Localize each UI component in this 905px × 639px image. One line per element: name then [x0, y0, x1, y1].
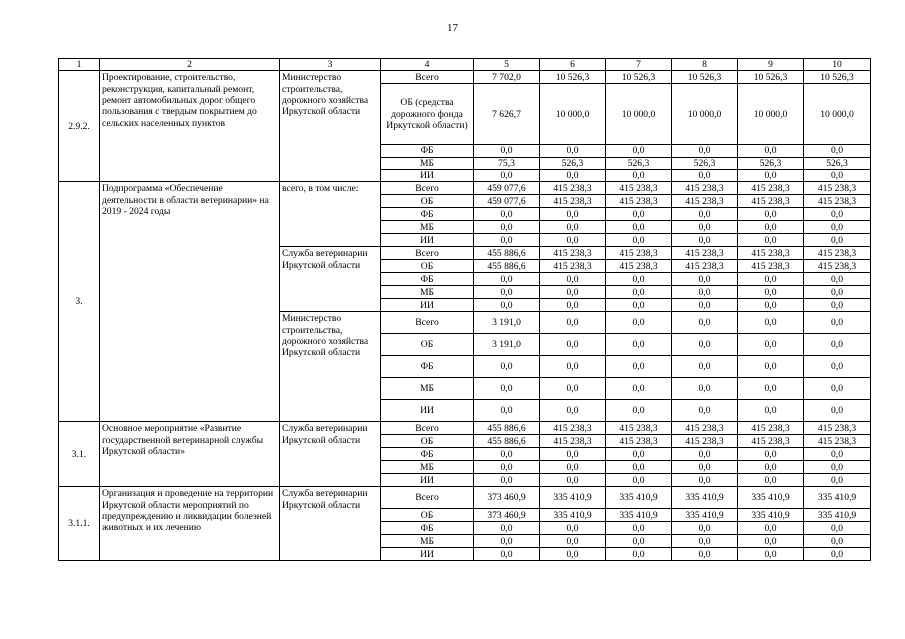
- amount-cell: 0,0: [672, 548, 738, 561]
- amount-cell: 0,0: [540, 286, 606, 299]
- amount-cell: 415 238,3: [606, 435, 672, 448]
- amount-cell: 0,0: [474, 208, 540, 221]
- amount-cell: 415 238,3: [738, 182, 804, 195]
- amount-cell: 0,0: [474, 535, 540, 548]
- funding-source: МБ: [381, 535, 474, 548]
- amount-cell: 0,0: [540, 400, 606, 422]
- amount-cell: 0,0: [804, 334, 871, 356]
- amount-cell: 415 238,3: [672, 247, 738, 260]
- amount-cell: 415 238,3: [804, 435, 871, 448]
- amount-cell: 0,0: [672, 400, 738, 422]
- column-number: 8: [672, 59, 738, 71]
- amount-cell: 10 526,3: [738, 71, 804, 84]
- funding-source: ИИ: [381, 169, 474, 181]
- amount-cell: 415 238,3: [672, 260, 738, 273]
- amount-cell: 335 410,9: [672, 487, 738, 509]
- amount-cell: 415 238,3: [804, 247, 871, 260]
- executor: Служба ветеринарии Иркутской области: [280, 422, 381, 487]
- amount-cell: 335 410,9: [540, 487, 606, 509]
- amount-cell: 0,0: [606, 522, 672, 535]
- amount-cell: 373 460,9: [474, 509, 540, 522]
- amount-cell: 0,0: [738, 286, 804, 299]
- funding-source: Всего: [381, 422, 474, 435]
- amount-cell: 415 238,3: [606, 260, 672, 273]
- funding-source: МБ: [381, 461, 474, 474]
- table-row: [59, 182, 871, 195]
- amount-cell: 526,3: [738, 157, 804, 169]
- amount-cell: 0,0: [540, 522, 606, 535]
- amount-cell: 0,0: [804, 474, 871, 487]
- amount-cell: 526,3: [672, 157, 738, 169]
- amount-cell: 0,0: [738, 400, 804, 422]
- funding-source: ОБ: [381, 334, 474, 356]
- column-number: 4: [381, 59, 474, 71]
- amount-cell: 0,0: [672, 474, 738, 487]
- amount-cell: 0,0: [738, 356, 804, 378]
- item-name: Основное мероприятие «Развитие государственной ветеринарной службы Иркутской области»: [100, 422, 280, 487]
- amount-cell: 0,0: [672, 461, 738, 474]
- amount-cell: 0,0: [606, 273, 672, 286]
- amount-cell: 0,0: [804, 312, 871, 334]
- item-number: 3.1.1.: [59, 487, 100, 561]
- amount-cell: 0,0: [540, 299, 606, 312]
- amount-cell: 10 000,0: [606, 84, 672, 145]
- amount-cell: 0,0: [606, 312, 672, 334]
- amount-cell: 0,0: [738, 448, 804, 461]
- funding-source: ИИ: [381, 474, 474, 487]
- amount-cell: 335 410,9: [738, 509, 804, 522]
- amount-cell: 0,0: [738, 522, 804, 535]
- funding-source: МБ: [381, 157, 474, 169]
- amount-cell: 0,0: [672, 448, 738, 461]
- funding-source: МБ: [381, 286, 474, 299]
- amount-cell: 0,0: [672, 273, 738, 286]
- amount-cell: 335 410,9: [672, 509, 738, 522]
- amount-cell: 415 238,3: [738, 260, 804, 273]
- amount-cell: 0,0: [804, 535, 871, 548]
- funding-source: МБ: [381, 378, 474, 400]
- amount-cell: 0,0: [738, 535, 804, 548]
- amount-cell: 415 238,3: [606, 247, 672, 260]
- item-number: 2.9.2.: [59, 71, 100, 182]
- amount-cell: 0,0: [804, 522, 871, 535]
- column-number: 10: [804, 59, 871, 71]
- amount-cell: 7 626,7: [474, 84, 540, 145]
- funding-source: ФБ: [381, 522, 474, 535]
- amount-cell: 415 238,3: [672, 422, 738, 435]
- amount-cell: 0,0: [672, 208, 738, 221]
- amount-cell: 0,0: [606, 448, 672, 461]
- amount-cell: 335 410,9: [804, 509, 871, 522]
- column-number: 6: [540, 59, 606, 71]
- amount-cell: 0,0: [672, 334, 738, 356]
- table-row: [59, 422, 871, 435]
- amount-cell: 10 000,0: [672, 84, 738, 145]
- amount-cell: 455 886,6: [474, 247, 540, 260]
- funding-source: ОБ: [381, 195, 474, 208]
- amount-cell: 415 238,3: [606, 195, 672, 208]
- funding-table: [58, 58, 871, 561]
- amount-cell: 0,0: [804, 169, 871, 181]
- amount-cell: 415 238,3: [606, 182, 672, 195]
- amount-cell: 0,0: [540, 334, 606, 356]
- amount-cell: 0,0: [804, 286, 871, 299]
- funding-source: ОБ: [381, 435, 474, 448]
- amount-cell: 0,0: [540, 378, 606, 400]
- amount-cell: 0,0: [474, 299, 540, 312]
- amount-cell: 0,0: [540, 461, 606, 474]
- amount-cell: 0,0: [804, 234, 871, 247]
- amount-cell: 0,0: [672, 234, 738, 247]
- amount-cell: 0,0: [474, 234, 540, 247]
- amount-cell: 0,0: [606, 461, 672, 474]
- amount-cell: 415 238,3: [804, 195, 871, 208]
- amount-cell: 0,0: [738, 461, 804, 474]
- amount-cell: 0,0: [672, 169, 738, 181]
- funding-source: ИИ: [381, 400, 474, 422]
- amount-cell: 415 238,3: [804, 422, 871, 435]
- amount-cell: 10 000,0: [804, 84, 871, 145]
- amount-cell: 0,0: [474, 356, 540, 378]
- amount-cell: 0,0: [606, 234, 672, 247]
- amount-cell: 415 238,3: [672, 195, 738, 208]
- amount-cell: 0,0: [606, 400, 672, 422]
- funding-source: ОБ: [381, 260, 474, 273]
- amount-cell: 0,0: [804, 548, 871, 561]
- amount-cell: 459 077,6: [474, 182, 540, 195]
- amount-cell: 0,0: [738, 234, 804, 247]
- amount-cell: 0,0: [474, 378, 540, 400]
- amount-cell: 0,0: [540, 312, 606, 334]
- amount-cell: 0,0: [738, 334, 804, 356]
- amount-cell: 0,0: [540, 548, 606, 561]
- amount-cell: 0,0: [474, 474, 540, 487]
- column-number: 2: [100, 59, 280, 71]
- amount-cell: 0,0: [474, 400, 540, 422]
- item-number: 3.: [59, 182, 100, 422]
- amount-cell: 0,0: [804, 221, 871, 234]
- amount-cell: 0,0: [540, 474, 606, 487]
- funding-source: ОБ: [381, 509, 474, 522]
- amount-cell: 10 526,3: [540, 71, 606, 84]
- amount-cell: 415 238,3: [540, 182, 606, 195]
- executor: всего, в том числе:: [280, 182, 381, 247]
- funding-source: Всего: [381, 247, 474, 260]
- amount-cell: 0,0: [606, 145, 672, 157]
- column-number: 1: [59, 59, 100, 71]
- funding-source: ФБ: [381, 208, 474, 221]
- amount-cell: 455 886,6: [474, 260, 540, 273]
- funding-source: Всего: [381, 487, 474, 509]
- amount-cell: 0,0: [474, 448, 540, 461]
- amount-cell: 0,0: [804, 356, 871, 378]
- amount-cell: 0,0: [738, 145, 804, 157]
- amount-cell: 0,0: [540, 221, 606, 234]
- amount-cell: 0,0: [606, 208, 672, 221]
- column-number: 7: [606, 59, 672, 71]
- amount-cell: 0,0: [672, 221, 738, 234]
- funding-source: ФБ: [381, 273, 474, 286]
- funding-source: ИИ: [381, 548, 474, 561]
- executor: Служба ветеринарии Иркутской области: [280, 487, 381, 561]
- amount-cell: 0,0: [540, 169, 606, 181]
- amount-cell: 0,0: [672, 522, 738, 535]
- amount-cell: 335 410,9: [738, 487, 804, 509]
- amount-cell: 455 886,6: [474, 422, 540, 435]
- amount-cell: 3 191,0: [474, 312, 540, 334]
- amount-cell: 0,0: [738, 299, 804, 312]
- amount-cell: 75,3: [474, 157, 540, 169]
- amount-cell: 0,0: [474, 522, 540, 535]
- amount-cell: 0,0: [738, 208, 804, 221]
- amount-cell: 0,0: [606, 286, 672, 299]
- amount-cell: 415 238,3: [606, 422, 672, 435]
- amount-cell: 0,0: [804, 461, 871, 474]
- amount-cell: 0,0: [606, 548, 672, 561]
- amount-cell: 415 238,3: [738, 422, 804, 435]
- amount-cell: 0,0: [672, 145, 738, 157]
- amount-cell: 0,0: [738, 474, 804, 487]
- amount-cell: 0,0: [606, 356, 672, 378]
- funding-source: ФБ: [381, 145, 474, 157]
- amount-cell: 0,0: [738, 378, 804, 400]
- amount-cell: 0,0: [804, 448, 871, 461]
- amount-cell: 0,0: [606, 378, 672, 400]
- amount-cell: 3 191,0: [474, 334, 540, 356]
- table-body: [59, 59, 871, 561]
- amount-cell: 415 238,3: [540, 247, 606, 260]
- amount-cell: 10 526,3: [606, 71, 672, 84]
- executor: Министерство строительства, дорожного хозяйства Иркутской области: [280, 312, 381, 422]
- amount-cell: 0,0: [606, 221, 672, 234]
- funding-source: ИИ: [381, 234, 474, 247]
- funding-source: ИИ: [381, 299, 474, 312]
- amount-cell: 0,0: [606, 169, 672, 181]
- amount-cell: 526,3: [540, 157, 606, 169]
- funding-source: Всего: [381, 312, 474, 334]
- amount-cell: 0,0: [474, 145, 540, 157]
- funding-source: ФБ: [381, 448, 474, 461]
- amount-cell: 0,0: [672, 356, 738, 378]
- amount-cell: 0,0: [474, 221, 540, 234]
- amount-cell: 0,0: [474, 286, 540, 299]
- item-name: Организация и проведение на территории Иркутской области мероприятий по предупреждению и ликвидации болезней животных и их лечению: [100, 487, 280, 561]
- amount-cell: 10 000,0: [540, 84, 606, 145]
- amount-cell: 0,0: [672, 299, 738, 312]
- column-number: 5: [474, 59, 540, 71]
- amount-cell: 7 702,0: [474, 71, 540, 84]
- amount-cell: 415 238,3: [672, 182, 738, 195]
- table-row: [59, 487, 871, 509]
- funding-source: ФБ: [381, 356, 474, 378]
- amount-cell: 0,0: [738, 548, 804, 561]
- amount-cell: 0,0: [738, 169, 804, 181]
- column-number: 3: [280, 59, 381, 71]
- amount-cell: 0,0: [540, 234, 606, 247]
- amount-cell: 0,0: [474, 461, 540, 474]
- item-name: Подпрограмма «Обеспечение деятельности в области ветеринарии» на 2019 - 2024 годы: [100, 182, 280, 422]
- amount-cell: 335 410,9: [606, 509, 672, 522]
- amount-cell: 10 526,3: [672, 71, 738, 84]
- amount-cell: 0,0: [540, 208, 606, 221]
- funding-source: Всего: [381, 182, 474, 195]
- item-name: Проектирование, строительство, реконструкция, капитальный ремонт, ремонт автомобильных дорог общего пользования с твердым покрытием до сельских населенных пунктов: [100, 71, 280, 182]
- page-number: 17: [447, 22, 458, 34]
- column-number-row: [59, 59, 871, 71]
- amount-cell: 0,0: [738, 221, 804, 234]
- amount-cell: 415 238,3: [738, 435, 804, 448]
- amount-cell: 0,0: [738, 273, 804, 286]
- amount-cell: 0,0: [672, 535, 738, 548]
- amount-cell: 526,3: [606, 157, 672, 169]
- amount-cell: 335 410,9: [606, 487, 672, 509]
- amount-cell: 0,0: [804, 208, 871, 221]
- amount-cell: 335 410,9: [804, 487, 871, 509]
- table-row: [59, 71, 871, 84]
- item-number: 3.1.: [59, 422, 100, 487]
- amount-cell: 0,0: [606, 474, 672, 487]
- amount-cell: 415 238,3: [540, 422, 606, 435]
- amount-cell: 0,0: [540, 356, 606, 378]
- amount-cell: 0,0: [606, 334, 672, 356]
- amount-cell: 0,0: [474, 548, 540, 561]
- amount-cell: 0,0: [540, 145, 606, 157]
- amount-cell: 335 410,9: [540, 509, 606, 522]
- funding-source: ОБ (средства дорожного фонда Иркутской области): [381, 84, 474, 145]
- amount-cell: 455 886,6: [474, 435, 540, 448]
- amount-cell: 0,0: [804, 299, 871, 312]
- amount-cell: 415 238,3: [738, 247, 804, 260]
- amount-cell: 0,0: [804, 273, 871, 286]
- amount-cell: 0,0: [738, 312, 804, 334]
- amount-cell: 0,0: [540, 273, 606, 286]
- amount-cell: 0,0: [804, 378, 871, 400]
- amount-cell: 0,0: [672, 286, 738, 299]
- amount-cell: 0,0: [474, 169, 540, 181]
- executor: Министерство строительства, дорожного хозяйства Иркутской области: [280, 71, 381, 182]
- amount-cell: 10 000,0: [738, 84, 804, 145]
- executor: Служба ветеринарии Иркутской области: [280, 247, 381, 312]
- amount-cell: 415 238,3: [738, 195, 804, 208]
- amount-cell: 0,0: [540, 448, 606, 461]
- funding-source: Всего: [381, 71, 474, 84]
- amount-cell: 0,0: [606, 299, 672, 312]
- amount-cell: 0,0: [474, 273, 540, 286]
- amount-cell: 526,3: [804, 157, 871, 169]
- amount-cell: 373 460,9: [474, 487, 540, 509]
- amount-cell: 0,0: [672, 312, 738, 334]
- column-number: 9: [738, 59, 804, 71]
- amount-cell: 0,0: [804, 400, 871, 422]
- amount-cell: 0,0: [540, 535, 606, 548]
- amount-cell: 0,0: [804, 145, 871, 157]
- amount-cell: 415 238,3: [540, 435, 606, 448]
- funding-source: МБ: [381, 221, 474, 234]
- amount-cell: 0,0: [672, 378, 738, 400]
- amount-cell: 415 238,3: [804, 260, 871, 273]
- amount-cell: 0,0: [606, 535, 672, 548]
- amount-cell: 10 526,3: [804, 71, 871, 84]
- amount-cell: 415 238,3: [540, 195, 606, 208]
- amount-cell: 459 077,6: [474, 195, 540, 208]
- amount-cell: 415 238,3: [672, 435, 738, 448]
- amount-cell: 415 238,3: [540, 260, 606, 273]
- amount-cell: 415 238,3: [804, 182, 871, 195]
